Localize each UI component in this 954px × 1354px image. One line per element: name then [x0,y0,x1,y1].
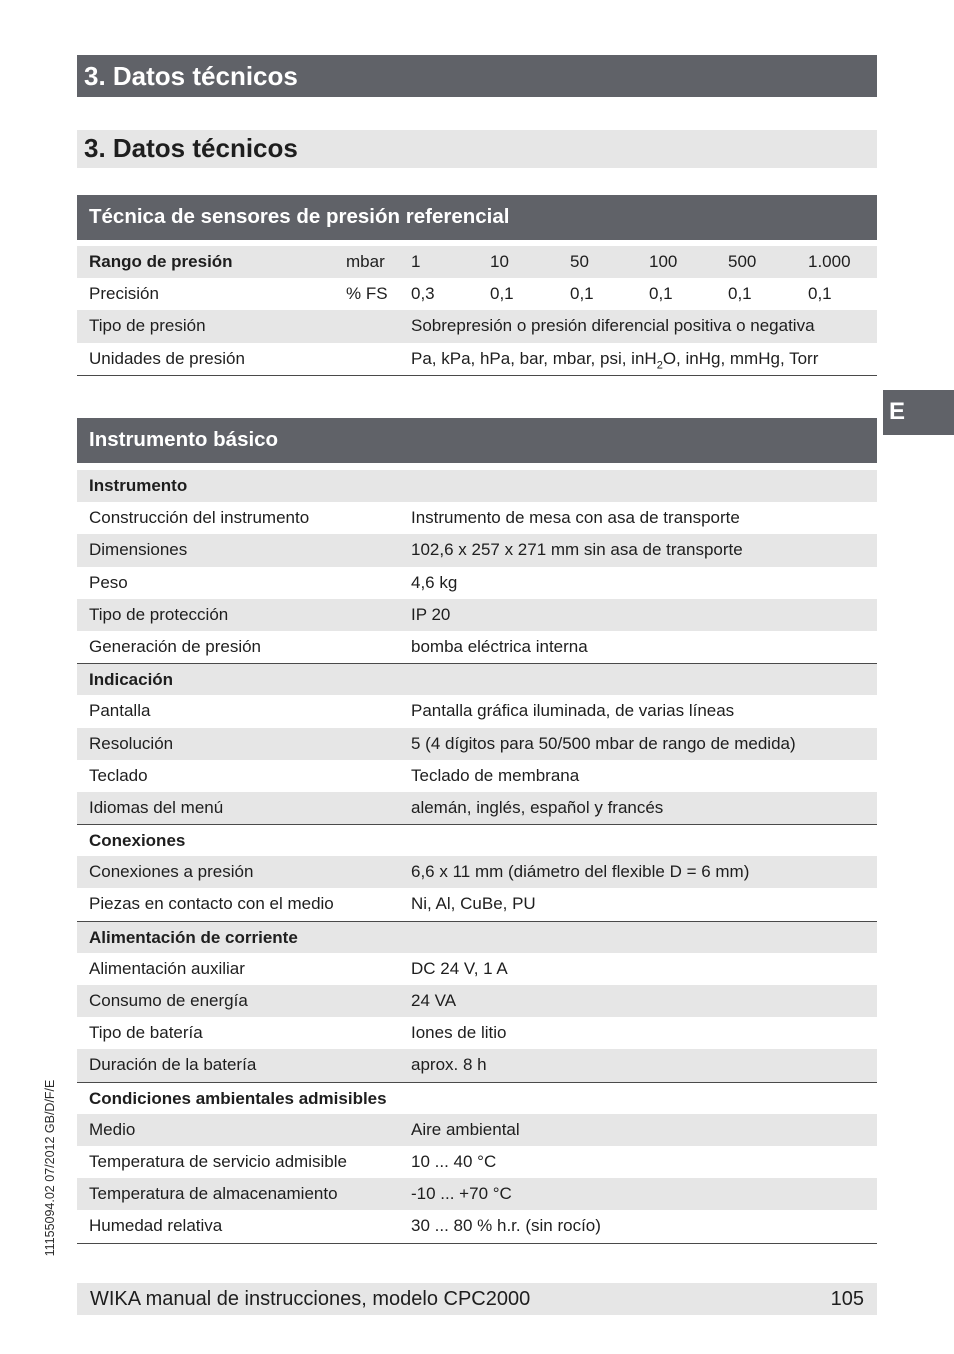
row-value: Instrumento de mesa con asa de transporte [411,508,740,528]
units-text-a: Pa, kPa, hPa, bar, mbar, psi, inH [411,348,657,368]
group-title: Instrumento [89,476,188,495]
row-label: Consumo de energía [89,991,248,1010]
chapter-title [77,130,877,168]
units-subscript: 2 [656,358,663,371]
section-heading-instrument [77,418,877,463]
table-row [77,1114,877,1146]
row-label: Construcción del instrumento [89,508,310,528]
row-label: Duración de la batería [89,1055,257,1075]
page-number: 105 [830,1288,864,1310]
range-value: 1 [411,252,421,271]
table-row [77,567,877,599]
units-text-b: O, inHg, mmHg, Torr [662,348,819,368]
row-value: 10 ... 40 °C [411,1151,497,1171]
group-title: Condiciones ambientales admisibles [89,1088,387,1108]
row-value: Teclado de membrana [411,765,580,785]
row-label: Teclado [89,765,148,785]
range-value: 100 [649,252,678,271]
row-value: 5 (4 dígitos para 50/500 mbar de rango de medida) [411,733,796,753]
row-label: Peso [89,572,128,592]
group-title: Alimentación de corriente [89,927,298,947]
row-value: Iones de litio [411,1023,507,1043]
group-title-row [77,470,877,502]
accuracy-value: 0,1 [570,284,594,304]
row-value: DC 24 V, 1 A [411,958,508,978]
row-label: Tipo de presión [89,316,206,336]
row-value: 24 VA [411,991,457,1010]
row-label: Dimensiones [89,540,188,560]
accuracy-value: 0,1 [728,284,752,304]
table-row [77,953,877,985]
row-unit: % FS [346,284,388,304]
row-value: Aire ambiental [411,1119,520,1139]
range-value: 50 [570,252,589,271]
table-row [77,534,877,566]
accuracy-value: 0,1 [649,284,673,304]
accuracy-value: 0,3 [411,284,435,304]
table-row [77,856,877,888]
section-heading-text: Instrumento básico [89,428,279,451]
row-label: Tipo de protección [89,604,229,624]
sensor-table [77,246,877,376]
row-label: Alimentación auxiliar [89,958,245,978]
row-value: Ni, Al, CuBe, PU [411,894,536,914]
table-row [77,760,877,792]
chapter-header [77,55,877,97]
group-title-row [77,663,877,695]
table-row [77,631,877,663]
table-row [77,599,877,631]
row-label: Humedad relativa [89,1216,223,1236]
row-label: Temperatura de servicio admisible [89,1151,347,1171]
table-row [77,1146,877,1178]
row-label: Temperatura de almacenamiento [89,1184,338,1204]
group-title: Conexiones [89,831,186,851]
table-row [77,1210,877,1242]
row-label: Generación de presión [89,636,262,656]
page-footer [77,1283,877,1315]
table-row [77,888,877,920]
row-label: Tipo de batería [89,1023,203,1043]
group-title-row [77,1082,877,1114]
row-label: Rango de presión [89,252,233,271]
section-heading-text: Técnica de sensores de presión referencial [89,205,510,228]
row-label: Pantalla [89,701,151,721]
section-heading-sensors [77,195,877,240]
table-row [77,502,877,534]
table-row [77,695,877,727]
table-row [77,1017,877,1049]
row-label: Piezas en contacto con el medio [89,894,334,914]
chapter-header-text: 3. Datos técnicos [84,61,298,91]
group-title-row [77,824,877,856]
row-unit: mbar [346,252,385,271]
row-label: Medio [89,1119,136,1139]
row-value: -10 ... +70 °C [411,1184,512,1204]
table-row-pressure-units [77,343,877,375]
row-value: alemán, inglés, español y francés [411,797,664,817]
row-label: Conexiones a presión [89,862,254,882]
table-row [77,728,877,760]
group-title-row [77,921,877,953]
row-value: aprox. 8 h [411,1055,487,1075]
range-value: 1.000 [808,252,851,271]
row-value: 30 ... 80 % h.r. (sin rocío) [411,1216,601,1236]
table-row-accuracy [77,278,877,310]
row-value: bomba eléctrica interna [411,636,588,656]
language-tab [883,390,954,435]
chapter-title-text: 3. Datos técnicos [84,133,298,163]
row-label: Unidades de presión [89,348,245,368]
row-label: Idiomas del menú [89,797,224,817]
row-value [411,343,818,375]
row-value: IP 20 [411,604,451,624]
language-tab-letter: E [889,398,906,425]
row-value: 6,6 x 11 mm (diámetro del flexible D = 6 mm) [411,862,750,882]
row-label: Resolución [89,733,174,753]
table-row [77,792,877,824]
footer-text: WIKA manual de instrucciones, modelo CPC2000 [90,1288,531,1310]
document-code: 11155094.02 07/2012 GB/D/F/E [43,1079,57,1257]
row-value: Pantalla gráfica iluminada, de varias líneas [411,701,735,721]
row-value: 4,6 kg [411,572,458,592]
instrument-table [77,470,877,1244]
table-row [77,1178,877,1210]
accuracy-value: 0,1 [808,284,832,304]
row-label: Precisión [89,284,159,304]
range-value: 500 [728,252,757,271]
table-row [77,1049,877,1081]
table-row-pressure-range [77,246,877,278]
row-value: 102,6 x 257 x 271 mm sin asa de transporte [411,540,743,560]
accuracy-value: 0,1 [490,284,514,304]
range-value: 10 [490,252,509,271]
table-row-pressure-type [77,310,877,342]
row-value: Sobrepresión o presión diferencial positiva o negativa [411,316,815,336]
group-title: Indicación [89,670,174,690]
table-row [77,985,877,1017]
